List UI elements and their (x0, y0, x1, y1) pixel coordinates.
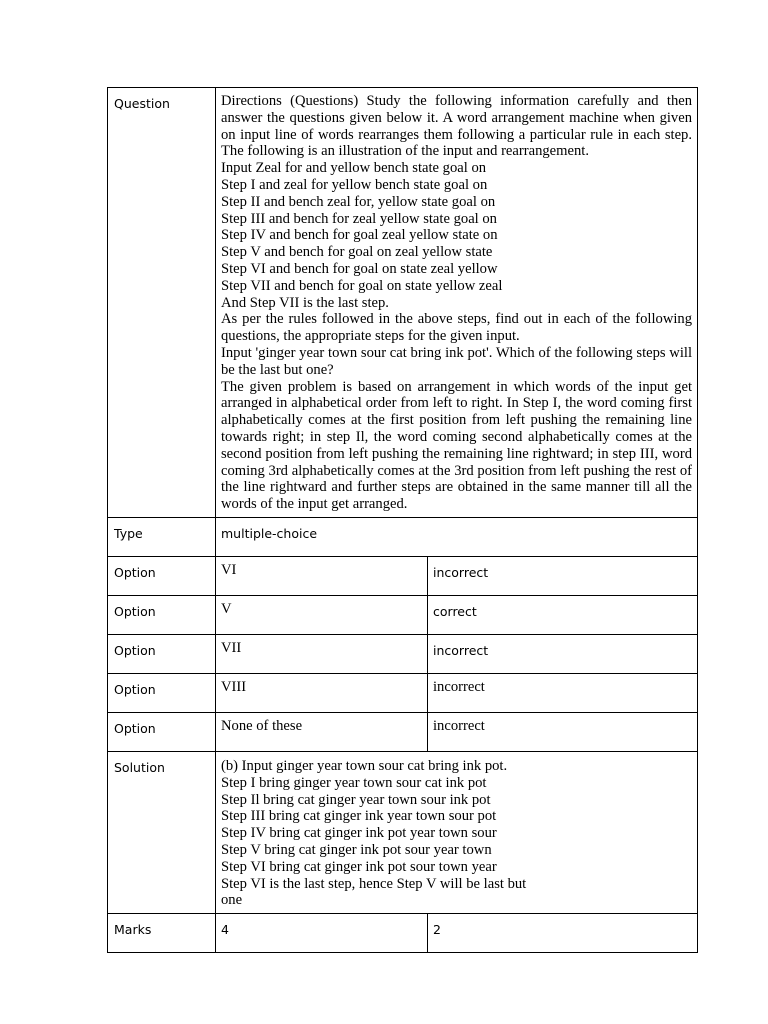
option-status: incorrect (428, 634, 698, 673)
solution-line: Step VI is the last step, hence Step V will be last but (221, 875, 527, 892)
option-label: Option (108, 556, 216, 595)
question-directions: Directions (Questions) Study the following information carefully and then answer the questions given below it. A word arrangement machine when given on input line of words rearranges them following a particular rule in each step. The following is an illustration of the input and rearrangement. (221, 93, 693, 160)
question-step: And Step VII is the last step. (221, 294, 389, 311)
option-status: incorrect (428, 556, 698, 595)
option-row (108, 595, 698, 634)
type-label: Type (108, 517, 216, 556)
marks-label: Marks (108, 914, 216, 953)
solution-line: Step III bring cat ginger ink year town sour pot (221, 808, 497, 825)
solution-content (216, 751, 698, 913)
type-row (108, 517, 698, 556)
option-status: incorrect (428, 673, 698, 712)
option-row (108, 634, 698, 673)
marks-negative: 2 (428, 914, 698, 953)
question-table (107, 87, 698, 953)
solution-label: Solution (108, 751, 216, 913)
solution-line: Step Il bring cat ginger year town sour ink pot (221, 791, 491, 808)
solution-line: (b) Input ginger year town sour cat bring ink pot. (221, 757, 508, 774)
question-step: Step I and zeal for yellow bench state goal on (221, 176, 488, 193)
option-text: VI (216, 556, 428, 595)
option-text: VII (216, 634, 428, 673)
option-status: incorrect (428, 712, 698, 751)
option-label: Option (108, 673, 216, 712)
question-step: Step II and bench zeal for, yellow state goal on (221, 193, 496, 210)
option-label: Option (108, 634, 216, 673)
question-rules: As per the rules followed in the above steps, find out in each of the following questions, the appropriate steps for the given input. (221, 311, 693, 345)
solution-line: one (221, 892, 243, 909)
question-label: Question (108, 88, 216, 518)
option-text: VIII (216, 673, 428, 712)
question-step: Step III and bench for zeal yellow state goal on (221, 210, 497, 227)
question-step: Input Zeal for and yellow bench state goal on (221, 160, 487, 177)
solution-line: Step IV bring cat ginger ink pot year town sour (221, 825, 497, 842)
option-label: Option (108, 595, 216, 634)
solution-line: Step V bring cat ginger ink pot sour year town (221, 841, 492, 858)
marks-value: 4 (216, 914, 428, 953)
question-content (216, 88, 698, 518)
solution-line: Step VI bring cat ginger ink pot sour town year (221, 858, 497, 875)
option-row (108, 673, 698, 712)
option-row (108, 712, 698, 751)
question-step: Step VI and bench for goal on state zeal yellow (221, 260, 498, 277)
option-label: Option (108, 712, 216, 751)
question-step: Step V and bench for goal on zeal yellow state (221, 244, 493, 261)
question-step: Step VII and bench for goal on state yellow zeal (221, 277, 503, 294)
marks-row (108, 914, 698, 953)
option-status: correct (428, 595, 698, 634)
question-row (108, 88, 698, 518)
option-text: None of these (216, 712, 428, 751)
solution-line: Step I bring ginger year town sour cat ink pot (221, 774, 487, 791)
type-value: multiple-choice (216, 517, 698, 556)
question-step: Step IV and bench for goal zeal yellow state on (221, 227, 498, 244)
option-text: V (216, 595, 428, 634)
question-explanation: The given problem is based on arrangement in which words of the input get arranged in alphabetical order from left to right. In Step I, the word coming first alphabetically comes at the first position from left pushing the remaining line towards right; in step Il, the word coming second alphabetically comes at the second position from left pushing the remaining line rightward; in step III, word coming 3rd alphabetically comes at the 3rd position from left pushing the rest of the line rightward and further steps are obtained in the same manner till all the words of the input get arranged. (221, 378, 693, 513)
solution-row (108, 751, 698, 913)
question-input: Input 'ginger year town sour cat bring ink pot'. Which of the following steps will be the last but one? (221, 344, 693, 378)
option-row (108, 556, 698, 595)
